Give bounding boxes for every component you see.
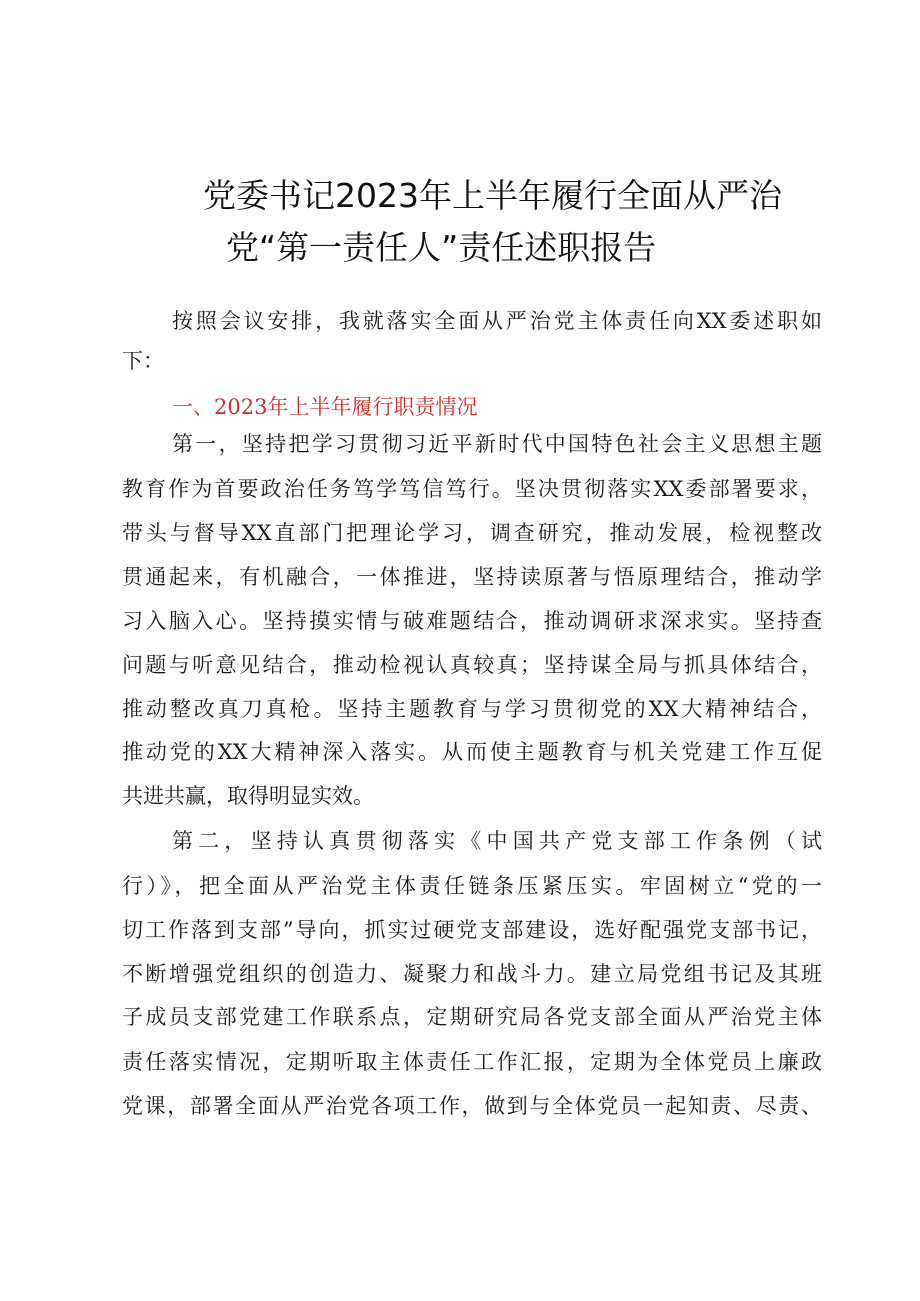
para1-line: 习入脑入心。坚持摸实情与破难题结合，推动调研求深求实。坚持查 <box>122 609 822 633</box>
intro-line-1: 按照会议安排，我就落实全面从严治党主体责任向XX委述职如 <box>172 309 822 333</box>
para1-line: 带头与督导XX直部门把理论学习，调查研究，推动发展，检视整改 <box>122 521 822 545</box>
para1-line: 推动整改真刀真枪。坚持主题教育与学习贯彻党的XX大精神结合， <box>122 697 822 721</box>
para1-line: 问题与听意见结合，推动检视认真较真；坚持谋全局与抓具体结合， <box>122 653 822 677</box>
para1-line: 教育作为首要政治任务笃学笃信笃行。坚决贯彻落实XX委部署要求， <box>122 477 822 501</box>
para1-line: 推动党的XX大精神深入落实。从而使主题教育与机关党建工作互促 <box>122 740 822 764</box>
para1-line: 共进共赢，取得明显实效。 <box>122 784 374 808</box>
para1-line: 贯通起来，有机融合，一体推进，坚持读原著与悟原理结合，推动学 <box>122 565 822 589</box>
para2-line: 第二，坚持认真贯彻落实《中国共产党支部工作条例（试 <box>172 829 822 853</box>
para1-line: 第一，坚持把学习贯彻习近平新时代中国特色社会主义思想主题 <box>172 432 822 456</box>
para2-line: 不断增强党组织的创造力、凝聚力和战斗力。建立局党组书记及其班 <box>122 962 822 986</box>
para2-line: 行）》，把全面从严治党主体责任链条压紧压实。牢固树立“党的一 <box>122 874 822 898</box>
para2-line: 责任落实情况，定期听取主体责任工作汇报，定期为全体党员上廉政 <box>122 1050 822 1074</box>
section-heading: 一、2023年上半年履行职责情况 <box>172 395 478 419</box>
para2-line: 切工作落到支部”导向，抓实过硬党支部建设，选好配强党支部书记， <box>122 918 822 942</box>
document-title-line-1: 党委书记2023年上半年履行全面从严治 <box>203 176 782 215</box>
para2-line: 党课，部署全面从严治党各项工作，做到与全体党员一起知责、尽责、 <box>122 1094 822 1118</box>
document-title-line-2: 党“第一责任人”责任述职报告 <box>226 228 657 267</box>
intro-line-2: 下： <box>122 349 164 373</box>
para2-line: 子成员支部党建工作联系点，定期研究局各党支部全面从严治党主体 <box>122 1005 822 1029</box>
